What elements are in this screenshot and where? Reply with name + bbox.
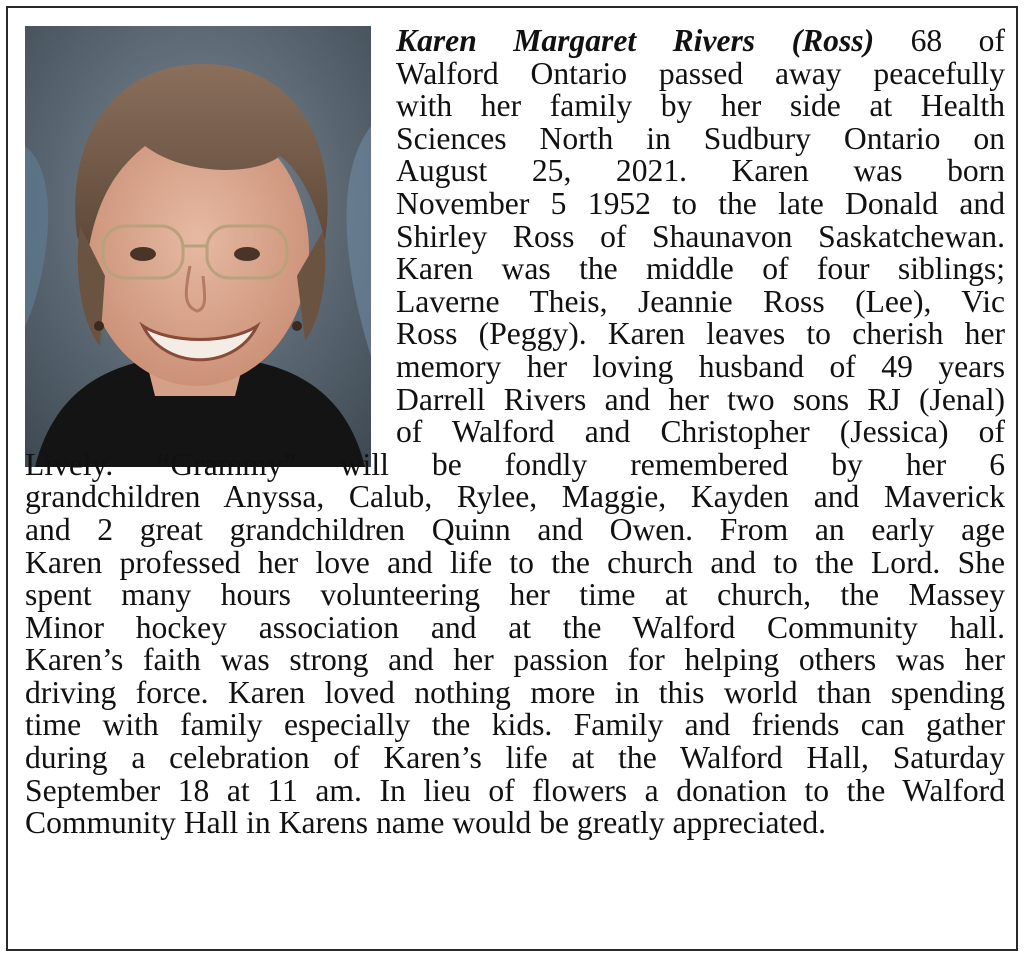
obituary-line: of Walford and Christopher (Jessica) of: [396, 414, 1005, 450]
obituary-line: during a celebration of Karen’s life at the Walford Hall, Saturday: [25, 740, 1005, 776]
obituary-line: spent many hours volunteering her time at church, the Massey: [25, 577, 1005, 613]
obituary-line: driving force. Karen loved nothing more in this world than spending: [25, 674, 1005, 710]
obituary-line: Walford Ontario passed away peacefully: [396, 55, 1005, 91]
obituary-line: Ross (Peggy). Karen leaves to cherish her: [396, 316, 1005, 352]
obituary-line-1: [25, 25, 1005, 58]
obituary-line: and 2 great grandchildren Quinn and Owen. From an early age: [25, 511, 1005, 547]
obituary-line: Lively. “Grammy” will be fondly remembered by her 6: [25, 446, 1005, 482]
obituary-line: Shirley Ross of Shaunavon Saskatchewan.: [396, 218, 1005, 254]
obituary-line: November 5 1952 to the late Donald and: [396, 185, 1005, 221]
obituary-line: grandchildren Anyssa, Calub, Rylee, Maggie, Kayden and Maverick: [25, 479, 1005, 515]
obituary-line: memory her loving husband of 49 years: [396, 348, 1005, 384]
obituary-line: Laverne Theis, Jeannie Ross (Lee), Vic: [396, 283, 1005, 319]
obituary-line: 68 of: [874, 23, 1005, 58]
obituary-line: Karen’s faith was strong and her passion for helping others was her: [25, 642, 1005, 678]
obituary-line: Community Hall in Karens name would be greatly appreciated.: [25, 805, 827, 841]
obituary-line: Karen professed her love and life to the church and to the Lord. She: [25, 544, 1005, 580]
obituary-line: August 25, 2021. Karen was born: [396, 153, 1005, 189]
obituary-line: September 18 at 11 am. In lieu of flowers a donation to the Walford: [25, 772, 1005, 808]
obituary-line: with her family by her side at Health: [396, 88, 1005, 124]
obituary-text: [25, 25, 1005, 840]
obituary-frame: [6, 6, 1018, 951]
obituary-line: Sciences North in Sudbury Ontario on: [396, 120, 1005, 156]
deceased-name: Karen Margaret Rivers (Ross): [396, 23, 875, 58]
obituary-line: Darrell Rivers and her two sons RJ (Jenal): [396, 381, 1005, 417]
obituary-line: Minor hockey association and at the Walford Community hall.: [25, 609, 1005, 645]
obituary-line: time with family especially the kids. Family and friends can gather: [25, 707, 1005, 743]
obituary-line: Karen was the middle of four siblings;: [396, 251, 1005, 287]
